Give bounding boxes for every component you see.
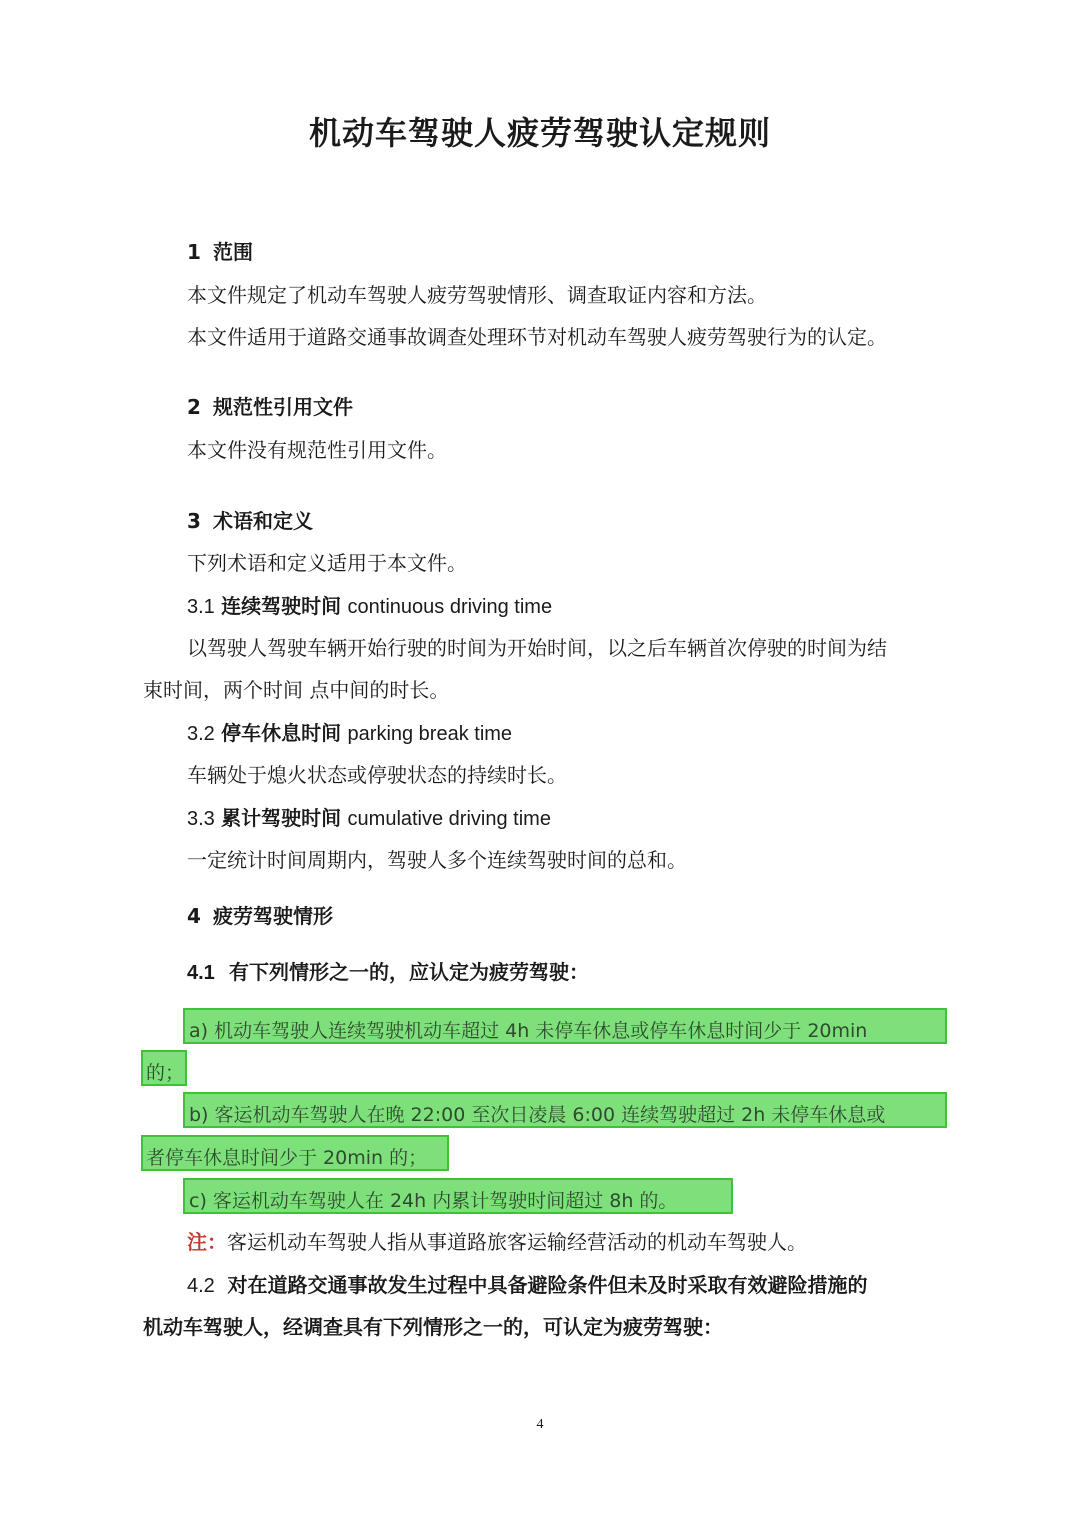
subsection-4-2-text-line-1: 对在道路交通事故发生过程中具备避险条件但未及时采取有效避险措施的 — [227, 1273, 868, 1297]
subsection-number: 4.2 — [187, 1275, 215, 1297]
note-text: 客运机动车驾驶人指从事道路旅客运输经营活动的机动车驾驶人。 — [227, 1230, 807, 1254]
section-1-paragraph-2: 本文件适用于道路交通事故调查处理环节对机动车驾驶人疲劳驾驶行为的认定。 — [187, 325, 887, 349]
term-number: 3.1 — [187, 596, 215, 618]
term-name: 累计驾驶时间 — [221, 806, 342, 830]
term-english: cumulative driving time — [347, 808, 551, 830]
term-3-3-definition: 一定统计时间周期内，驾驶人多个连续驾驶时间的总和。 — [187, 848, 687, 872]
section-2-heading — [187, 393, 353, 421]
item-a-text-line-2: 的； — [146, 1062, 185, 1084]
section-number: 4 — [187, 904, 201, 928]
term-3-3-heading — [187, 804, 551, 833]
term-3-1-definition-line-2: 束时间，两个时间 点中间的时长。 — [143, 678, 450, 702]
highlight-item-b-line-2 — [141, 1135, 449, 1171]
section-title: 规范性引用文件 — [213, 395, 353, 419]
term-name: 连续驾驶时间 — [221, 594, 342, 618]
subsection-number: 4.1 — [187, 962, 215, 984]
item-c-text: c) 客运机动车驾驶人在 24h 内累计驾驶时间超过 8h 的。 — [189, 1190, 678, 1212]
page-number: 4 — [536, 1417, 544, 1432]
note — [187, 1228, 807, 1256]
term-english: continuous driving time — [347, 596, 553, 618]
subsection-4-1-heading — [187, 958, 589, 987]
term-name: 停车休息时间 — [221, 721, 342, 745]
term-3-2-definition: 车辆处于熄火状态或停驶状态的持续时长。 — [187, 763, 567, 787]
term-3-1-definition-line-1: 以驾驶人驾驶车辆开始行驶的时间为开始时间，以之后车辆首次停驶的时间为结 — [187, 636, 887, 660]
item-b-text-line-1: b) 客运机动车驾驶人在晚 22:00 至次日凌晨 6:00 连续驾驶超过 2h 未停车休息或 — [189, 1104, 886, 1126]
term-number: 3.3 — [187, 808, 215, 830]
section-2-paragraph-1: 本文件没有规范性引用文件。 — [187, 438, 447, 462]
section-number: 1 — [187, 240, 201, 264]
highlight-item-c — [183, 1178, 733, 1214]
highlight-item-b-line-1 — [183, 1092, 947, 1128]
section-title: 范围 — [213, 240, 253, 264]
item-a-text-line-1: a) 机动车驾驶人连续驾驶机动车超过 4h 未停车休息或停车休息时间少于 20min — [189, 1020, 868, 1042]
section-1-paragraph-1: 本文件规定了机动车驾驶人疲劳驾驶情形、调查取证内容和方法。 — [187, 283, 767, 307]
highlight-item-a-line-1 — [183, 1008, 947, 1044]
term-3-1-heading — [187, 592, 552, 621]
subsection-title: 有下列情形之一的，应认定为疲劳驾驶： — [229, 960, 589, 984]
section-number: 2 — [187, 395, 201, 419]
section-title: 术语和定义 — [213, 509, 313, 533]
subsection-4-2-line-2: 机动车驾驶人，经调查具有下列情形之一的，可认定为疲劳驾驶： — [143, 1315, 723, 1339]
document-title: 机动车驾驶人疲劳驾驶认定规则 — [308, 114, 771, 152]
term-3-2-heading — [187, 719, 512, 748]
section-4-heading — [187, 902, 333, 930]
section-3-heading — [187, 507, 313, 535]
note-label: 注： — [187, 1230, 227, 1254]
term-number: 3.2 — [187, 723, 215, 745]
section-title: 疲劳驾驶情形 — [213, 904, 333, 928]
highlight-item-a-line-2 — [141, 1050, 187, 1086]
term-english: parking break time — [347, 723, 513, 745]
section-1-heading — [187, 238, 253, 266]
section-number: 3 — [187, 509, 201, 533]
item-b-text-line-2: 者停车休息时间少于 20min 的； — [146, 1147, 428, 1169]
section-3-paragraph-1: 下列术语和定义适用于本文件。 — [187, 551, 467, 575]
subsection-4-2-line-1 — [187, 1271, 868, 1300]
